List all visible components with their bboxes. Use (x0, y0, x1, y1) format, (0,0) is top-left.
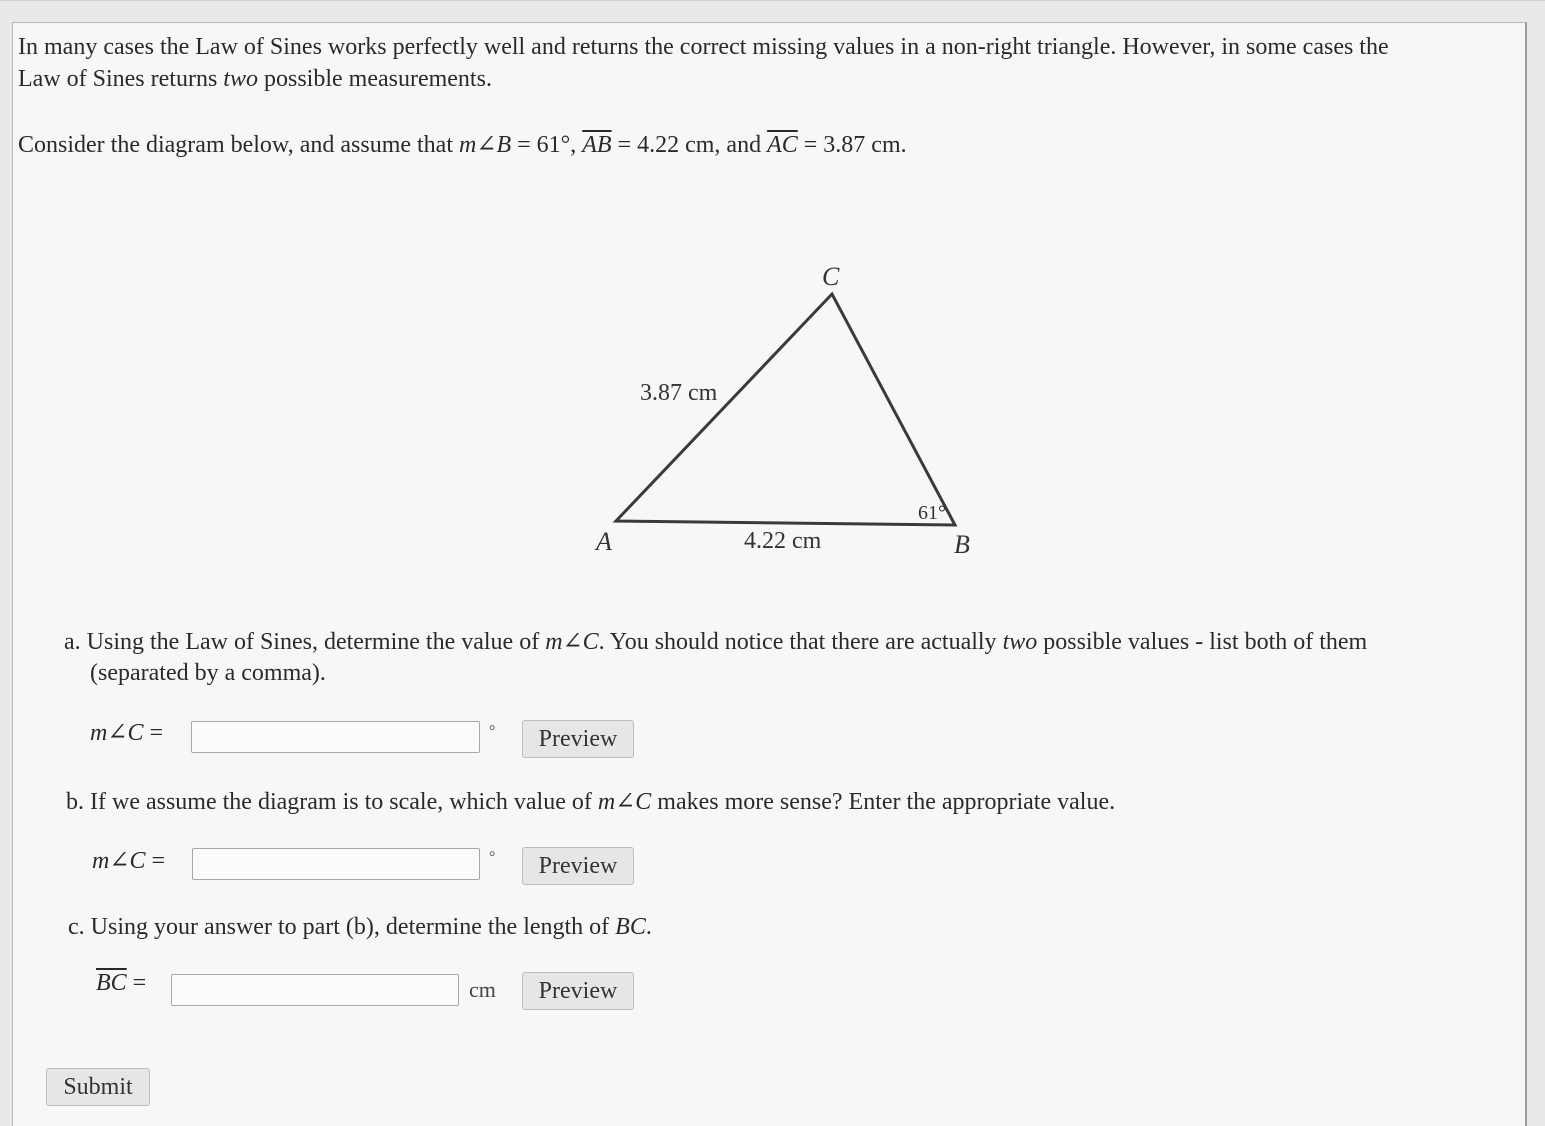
segment-ac: $\overline{AC}$ (767, 132, 798, 158)
part-c-question (68, 911, 652, 943)
side-ab-label: 4.22 cm (744, 528, 822, 554)
part-a-question-line-1 (64, 626, 1367, 658)
problem-panel (12, 22, 1527, 1126)
part-b-text: b. If we assume the diagram is to scale, which value of (66, 789, 598, 815)
part-a-equals: = (143, 720, 163, 746)
part-c-text: c. Using your answer to part (b), determine the length of (68, 914, 616, 940)
degree-unit: ° (489, 723, 496, 740)
side-ac-label: 3.87 cm (640, 380, 718, 406)
consider-line (18, 128, 907, 162)
top-rule (0, 0, 1545, 1)
part-c-text-end: . (645, 914, 652, 940)
part-c-equals: = (126, 970, 147, 996)
cm-unit: cm (469, 977, 496, 1002)
part-a-text-end: possible values - list both of them (1037, 629, 1368, 655)
intro-line-1 (18, 30, 1389, 64)
segment-ac-value: = 3.87 cm. (797, 132, 907, 158)
intro-line-2 (18, 62, 492, 96)
part-b-label-expr: m∠C (92, 848, 146, 874)
segment-ab-value: = 4.22 cm, and (611, 132, 768, 158)
intro-text-start: Law of Sines returns (18, 66, 224, 92)
part-c-label (96, 970, 146, 997)
preview-button-c[interactable]: Preview (522, 972, 634, 1010)
part-a-emphasis: two (1002, 629, 1038, 655)
degree-unit: ° (489, 849, 496, 866)
part-a-question-line-2 (90, 657, 326, 689)
part-a-label (90, 718, 163, 747)
bc-length-input[interactable] (171, 974, 459, 1006)
part-b-text-end: makes more sense? Enter the appropriate value. (651, 789, 1116, 815)
part-a-label-expr: m∠C (90, 720, 144, 746)
part-a-text: a. Using the Law of Sines, determine the value of (64, 629, 546, 655)
submit-button[interactable]: Submit (46, 1068, 150, 1106)
part-c-label-expr: $\overline{BC}$ (96, 970, 127, 996)
intro-text-end: possible measurements. (257, 66, 492, 92)
part-b-equals: = (145, 848, 165, 874)
part-b-expr: m∠C (597, 789, 652, 815)
preview-button-a[interactable]: Preview (522, 720, 634, 758)
consider-prefix: Consider the diagram below, and assume that (18, 132, 459, 158)
part-a-expr: m∠C (545, 629, 599, 655)
vertex-b-label: B (954, 530, 970, 559)
vertex-a-label: A (596, 527, 612, 556)
segment-ab: $\overline{AB}$ (582, 132, 612, 158)
intro-emphasis: two (223, 66, 258, 92)
preview-button-b[interactable]: Preview (522, 847, 634, 885)
angle-c-both-input[interactable] (191, 721, 480, 753)
part-c-expr: BC (615, 914, 646, 940)
intro-text: In many cases the Law of Sines works perfectly well and returns the correct missing values in a non-right triangle. However, in some cases the (18, 34, 1389, 60)
vertex-c-label: C (822, 262, 840, 291)
angle-b-value: = 61°, (511, 132, 583, 158)
part-a-text-line-2: (separated by a comma). (90, 660, 326, 686)
angle-c-scale-input[interactable] (192, 848, 480, 880)
part-b-label (92, 846, 165, 875)
angle-b-label: 61° (918, 502, 946, 524)
angle-b-expr: m∠B (459, 132, 512, 158)
part-b-question (66, 786, 1115, 818)
part-a-text-mid: . You should notice that there are actually (598, 629, 1003, 655)
